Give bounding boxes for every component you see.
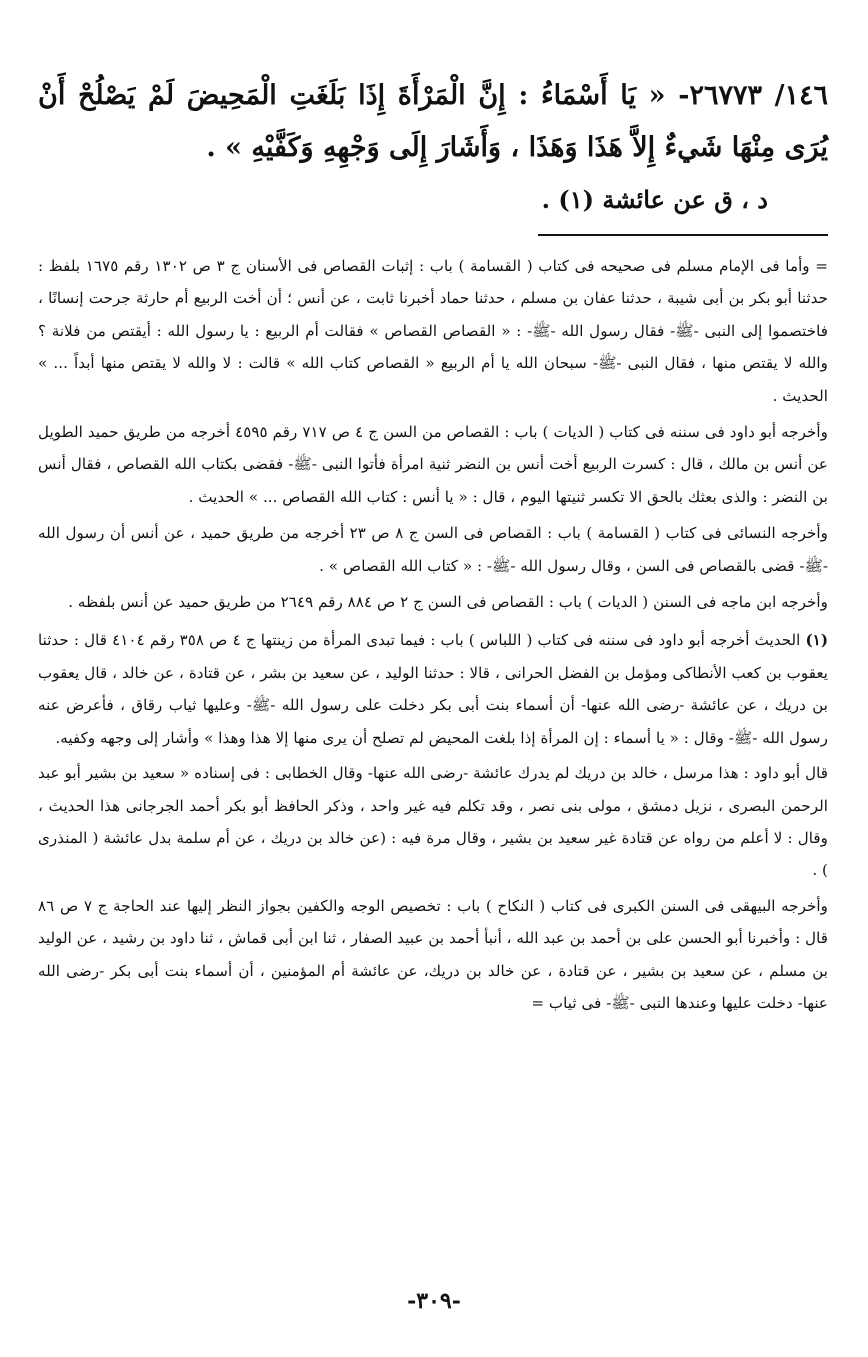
footnotes — [38, 250, 828, 1019]
hadith-text — [38, 70, 828, 174]
footnote-paragraph: وأخرجه ابن ماجه فى السنن ( الديات ) باب : القصاص فى السن ج ٢ ص ٨٨٤ رقم ٢٦٤٩ من طريق حميد عن أنس بلفظه . — [68, 593, 828, 612]
page-number: -٣٠٩- — [407, 1288, 461, 1314]
footnote-marker: (١) — [805, 631, 828, 650]
footnote-1 — [38, 624, 828, 1019]
footnote-paragraph: وأخرجه أبو داود فى سننه فى كتاب ( الديات ) باب : القصاص من السن ج ٤ ص ٧١٧ رقم ٤٥٩٥ أخرجه من طريق حميد الطويل عن أنس بن مالك ، قال : كسرت الربيع أخت أنس بن النضر ثنية امرأة فأتوا النبى -ﷺ- فقضى بكتاب الله القصاص ، فقال أنس بن النضر : والذى بعثك بالحق الا تكسر ثنيتها اليوم ، قال : « يا أنس : كتاب الله القصاص ... » الحديث . — [38, 423, 828, 506]
footnote-text: الحديث أخرجه أبو داود فى سننه فى كتاب ( اللباس ) باب : فيما تبدى المرأة من زينتها ج ٤ ص ٣٥٨ رقم ٤١٠٤ قال : حدثنا يعقوب بن كعب الأنطاكى ومؤمل بن الفضل الحرانى ، قالا : حدثنا الوليد ، عن سعيد بن بشر ، عن قتادة ، عن خالد ، قال يعقوب بن دريك ، عن عائشة -رضى الله عنها- أن أسماء بنت أبى بكر دخلت على رسول الله -ﷺ- وعليها ثياب رقاق ، فأعرض عنه رسول الله -ﷺ- وقال : « يا أسماء : إن المرأة إذا بلغت المحيض لم تصلح أن يرى منها إلا هذا وهذا » وأشار إلى وجهه وكفيه. — [38, 631, 828, 747]
footnote-paragraph: وأخرجه البيهقى فى السنن الكبرى فى كتاب ( النكاح ) باب : تخصيص الوجه والكفين بجواز النظر إليها عند الحاجة ج ٧ ص ٨٦ قال : وأخبرنا أبو الحسن على بن أحمد بن عبد الله ، أنبأ أحمد بن عبيد الصفار ، ثنا ابن أبى قماش ، ثنا داود بن رشيد ، عن الوليد بن مسلم ، عن سعيد بن بشير ، عن قتادة ، عن خالد بن دريك، عن عائشة أم المؤمنين ، أن أسماء بنت أبى بكر -رضى الله عنها- دخلت عليها وعندها النبى -ﷺ- فى ثياب = — [38, 896, 828, 1012]
hadith-number: ١٤٦/ ٢٦٧٧٣- — [678, 80, 829, 111]
footnote-paragraph: وأخرجه النسائى فى كتاب ( القسامة ) باب : القصاص فى السن ج ٨ ص ٢٣ أخرجه من طريق حميد ، عن أنس أن رسول الله -ﷺ- قضى بالقصاص فى السن ، وقال رسول الله -ﷺ- : « كتاب الله القصاص » . — [38, 524, 828, 575]
footnote-divider — [538, 234, 828, 236]
hadith-source: د ، ق عن عائشة (١) . — [541, 185, 768, 214]
hadith-matn: « يَا أَسْمَاءُ : إِنَّ الْمَرْأَةَ إِذَا بَلَغَتِ الْمَحِيضَ لَمْ يَصْلُحْ أَنْ يُرَى مِنْهَا شَيءٌ إِلاَّ هَذَا وَهَذَا ، وَأَشَارَ إِلَى وَجْهِهِ وَكَفَّيْهِ » . — [38, 80, 828, 163]
page-body — [38, 70, 828, 1022]
footnote-paragraph — [38, 624, 828, 754]
footnote-paragraph: = وأما فى الإمام مسلم فى صحيحه فى كتاب ( القسامة ) باب : إثبات القصاص فى الأسنان ج ٣ ص ١٣٠٢ رقم ١٦٧٥ بلفظ : حدثنا أبو بكر بن أبى شيبة ، حدثنا عفان بن مسلم ، حدثنا حماد أخبرنا ثابت ، عن أنس ؛ أن أخت الربيع أم حارثة جرحت إنسانًا ، فاختصموا إلى النبى -ﷺ- فقال رسول الله -ﷺ- : « القصاص القصاص » فقالت أم الربيع : يا رسول الله : أيقتص من فلانة ؟ والله لا يقتص منها ، فقال النبى -ﷺ- سبحان الله يا أم الربيع « القصاص كتاب الله » قالت : لا والله لا يقتص منها أبداً ... » الحديث . — [38, 257, 828, 405]
footnote-paragraph: قال أبو داود : هذا مرسل ، خالد بن دريك لم يدرك عائشة -رضى الله عنها- وقال الخطابى : فى إسناده « سعيد بن بشير أبو عبد الرحمن البصرى ، نزيل دمشق ، مولى بنى نصر ، وقد تكلم فيه غير واحد ، وذكر الحافظ أبو بكر أحمد الجرجانى هذا الحديث ، وقال : لا أعلم من رواه عن قتادة غير سعيد بن بشير ، وقال مرة فيه : (عن خالد بن دريك ، عن أم سلمة بدل عائشة ( المنذرى ) . — [38, 764, 828, 880]
